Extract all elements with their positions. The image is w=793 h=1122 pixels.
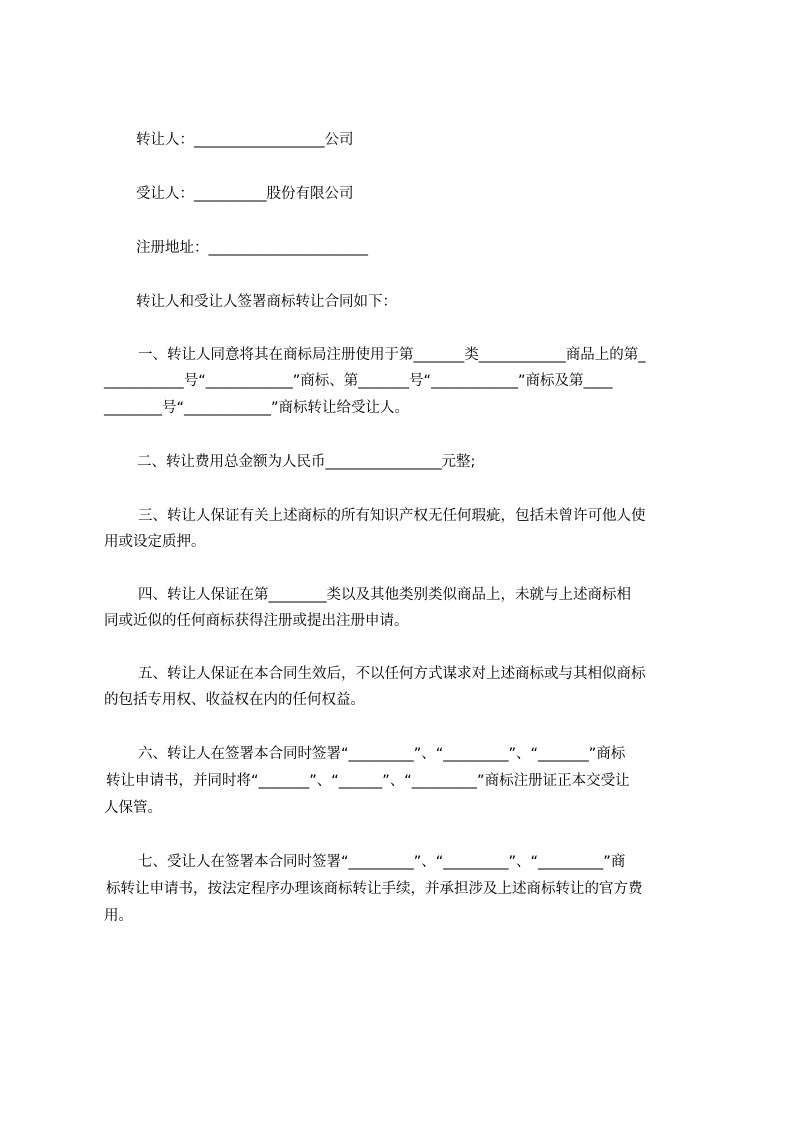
clause-7-line-1: 七、受让人在签署本合同时签署“_________”、“_________”、“_________”商 [138,854,626,870]
clause-6-line-3: 人保管。 [104,800,162,816]
clause-4-line-2: 同或近似的任何商标获得注册或提出注册申请。 [104,613,409,629]
clause-1-line-1: 一、转让人同意将其在商标局注册使用于第_______类____________商品上的第_ [138,347,646,363]
clause-3-line-1: 三、转让人保证有关上述商标的所有知识产权无任何瑕疵，包括未曾许可他人使 [138,508,646,524]
clause-6-line-2: 转让申请书，并同时将“_______”、“______”、“_________”商标注册证正本交受让 [106,773,630,789]
clause-3-line-2: 用或设定质押。 [104,534,206,550]
clause-7-line-2: 标转让申请书，按法定程序办理该商标转让手续，并承担涉及上述商标转让的官方费 [106,881,643,897]
transferee-line: 受让人：__________股份有限公司 [136,186,354,202]
clause-1-line-2: ___________号“____________”商标、第_______号“____________”商标及第____ [104,373,613,389]
clause-1-line-3: ________号“____________”商标转让给受让人。 [104,400,410,416]
clause-6-line-1: 六、转让人在签署本合同时签署“_________”、“_________”、“_______”商标 [138,746,626,762]
clause-4-line-1: 四、转让人保证在第________类以及其他类别类似商品上，未就与上述商标相 [138,587,631,603]
clause-7-line-3: 用。 [104,908,133,924]
clause-5-line-2: 的包括专用权、收益权在内的任何权益。 [104,692,365,708]
clause-2-line-1: 二、转让费用总金额为人民币________________元整; [137,454,476,470]
transferor-line: 转让人：__________________公司 [136,132,354,148]
address-line: 注册地址：______________________ [136,240,368,256]
clause-5-line-1: 五、转让人保证在本合同生效后，不以任何方式谋求对上述商标或与其相似商标 [138,666,646,682]
intro-paragraph: 转让人和受让人签署商标转让合同如下： [136,294,397,310]
